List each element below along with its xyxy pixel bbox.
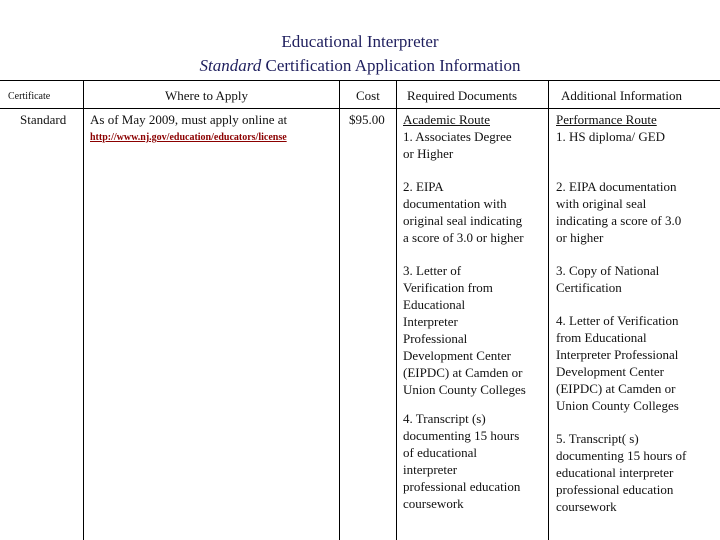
title-line-1: Educational Interpreter [281,32,439,51]
additional-item-3: 3. Copy of National Certification [556,263,660,295]
header-cost: Cost [356,88,380,103]
col-divider-2 [339,80,340,540]
header-certificate: Certificate [8,91,51,102]
page-title [0,30,720,78]
col-divider-3 [396,80,397,540]
title-emphasis: Standard [199,56,262,75]
cell-where-text: As of May 2009, must apply online at [90,112,288,127]
header-divider [0,108,720,109]
cell-certificate: Standard [20,112,67,127]
additional-item-1: 1. HS diploma/ GED [556,129,666,144]
required-item-3: 3. Letter of Verification from Educational Interpreter Professional Development Center (EIPDC) at Camden or Union County Colleges [403,263,526,397]
additional-item-2: 2. EIPA documentation with original seal indicating a score of 3.0 or higher [556,179,682,245]
required-item-2: 2. EIPA documentation with original seal indicating a score of 3.0 or higher [403,179,524,245]
table-top-border [0,80,720,81]
col-divider-4 [548,80,549,540]
header-additional-information: Additional Information [561,88,682,103]
apply-online-link[interactable]: http://www.nj.gov/education/educators/license [90,132,287,143]
title-rest: Certification Application Information [261,56,521,75]
academic-route-heading: Academic Route [403,112,490,127]
header-where-to-apply: Where to Apply [165,88,249,103]
additional-item-4: 4. Letter of Verification from Educational Interpreter Professional Development Center (EIPDC) at Camden or Union County Colleges [556,313,679,413]
certification-table [0,80,720,540]
required-item-1: 1. Associates Degree or Higher [403,129,512,161]
header-required-documents: Required Documents [407,88,518,103]
title-line-2 [0,54,720,78]
performance-route-heading: Performance Route [556,112,657,127]
additional-item-5: 5. Transcript( s) documenting 15 hours of educational interpreter professional education coursework [556,431,687,514]
col-divider-1 [83,80,84,540]
cell-cost: $95.00 [349,112,385,127]
required-item-4: 4. Transcript (s) documenting 15 hours of educational interpreter professional education coursework [403,411,521,511]
